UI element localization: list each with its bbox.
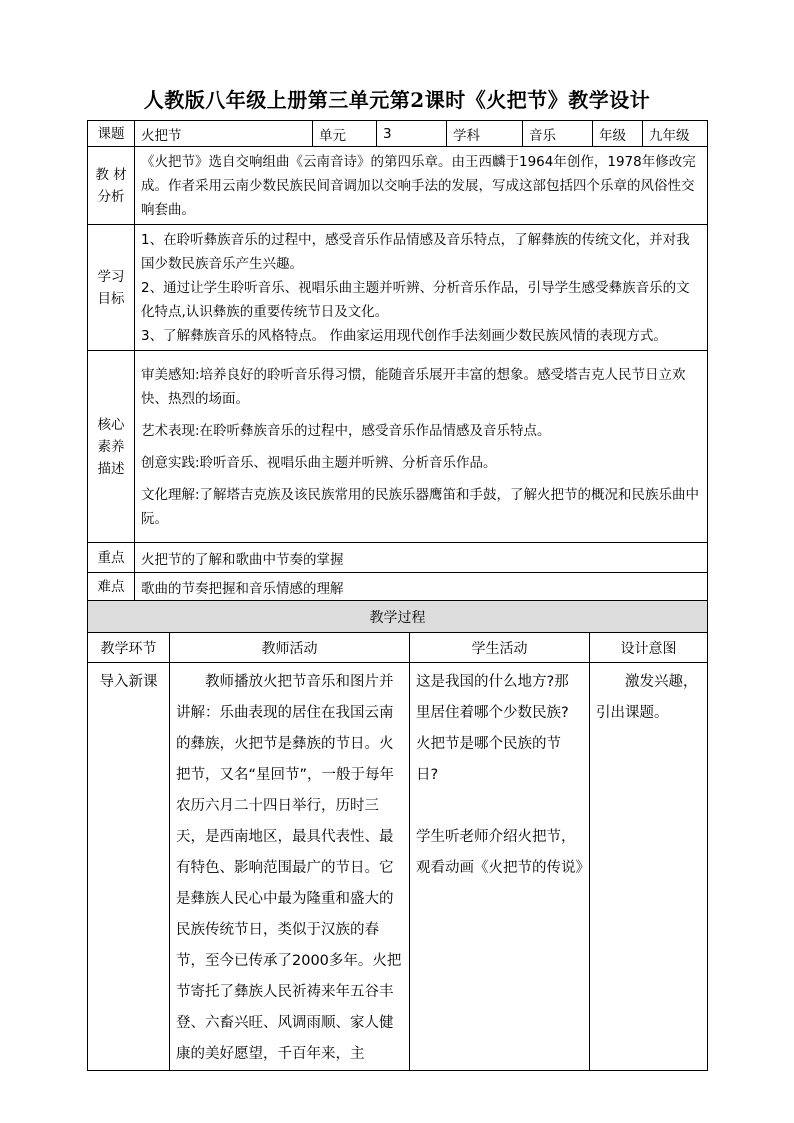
subject-label: 学科 xyxy=(447,121,523,147)
grade-value: 九年级 xyxy=(643,121,708,147)
design-intent-cell: 激发兴趣，引出课题。 xyxy=(590,663,708,1071)
student-activity-question: 这是我国的什么地方?那里居住着哪个少数民族?火把节是哪个民族的节日? xyxy=(416,674,569,783)
process-header-row xyxy=(88,633,708,663)
difficulty-row xyxy=(88,573,708,601)
document-title: 人教版八年级上册第三单元第2课时《火把节》教学设计 xyxy=(143,88,651,112)
difficulty-text: 歌曲的节奏把握和音乐情感的理解 xyxy=(135,573,708,601)
literacy-label: 核心 素养 描述 xyxy=(88,351,135,543)
course-info-table xyxy=(87,120,708,601)
key-point-text: 火把节的了解和歌曲中节奏的掌握 xyxy=(135,543,708,573)
teacher-activity-cell: 教师播放火把节音乐和图片并讲解：乐曲表现的居住在我国云南的彝族，火把节是彝族的节日。火把节，又名“星回节”，一般于每年农历六月二十四日举行，历时三天，是西南地区，最具代表性、最有特色、影响范围最广的节日。它是彝族人民心中最为隆重和盛大的民族传统节日，类似于汉族的春节，至今已传承了2000多年。火把节寄托了彝族人民祈祷来年五谷丰登、六畜兴旺、风调雨顺、家人健康的美好愿望，千百年来，主 xyxy=(170,663,410,1071)
header-stage: 教学环节 xyxy=(88,633,170,663)
goal-item: 3、了解彝族音乐的风格特点。 作曲家运用现代创作手法刻画少数民族风情的表现方式。 xyxy=(141,327,667,344)
info-row xyxy=(88,121,708,147)
analysis-row xyxy=(88,147,708,225)
literacy-item: 创意实践:聆听音乐、视唱乐曲主题并听辨、分析音乐作品。 xyxy=(141,454,497,471)
stage-cell: 导入新课 xyxy=(88,663,170,1071)
process-banner: 教学过程 xyxy=(88,601,708,633)
process-row-intro xyxy=(88,663,708,1071)
process-banner-row xyxy=(88,601,708,633)
header-student: 学生活动 xyxy=(410,633,590,663)
literacy-text xyxy=(135,351,708,543)
literacy-item: 文化理解:了解塔吉克族及该民族常用的民族乐器鹰笛和手鼓，了解火把节的概况和民族乐曲中阮。 xyxy=(141,486,700,527)
goals-label: 学习 目标 xyxy=(88,225,135,351)
course-label: 课题 xyxy=(88,121,135,147)
analysis-label: 教 材 分析 xyxy=(88,147,135,225)
goals-text xyxy=(135,225,708,351)
key-point-label: 重点 xyxy=(88,543,135,573)
student-activity-cell xyxy=(410,663,590,1071)
grade-label: 年级 xyxy=(593,121,643,147)
analysis-text: 《火把节》选自交响组曲《云南音诗》的第四乐章。由王西麟于1964年创作，1978年修改完成。作者采用云南少数民族民间音调加以交响手法的发展，写成这部包括四个乐章的风俗性交响套曲。 xyxy=(135,147,708,225)
key-point-row xyxy=(88,543,708,573)
header-teacher: 教师活动 xyxy=(170,633,410,663)
literacy-item: 审美感知:培养良好的聆听音乐得习惯，能随音乐展开丰富的想象。感受塔吉克人民节日立欢快、热烈的场面。 xyxy=(141,366,686,407)
header-intent: 设计意图 xyxy=(590,633,708,663)
teaching-process-table xyxy=(87,600,708,1071)
unit-value: 3 xyxy=(377,121,447,147)
course-value: 火把节 xyxy=(135,121,313,147)
goal-item: 2、通过让学生聆听音乐、视唱乐曲主题并听辨、分析音乐作品，引导学生感受彝族音乐的文化特点,认识彝族的重要传统节日及文化。 xyxy=(141,279,690,320)
literacy-item: 艺术表现:在聆听彝族音乐的过程中，感受音乐作品情感及音乐特点。 xyxy=(141,422,551,439)
subject-value: 音乐 xyxy=(523,121,593,147)
unit-label: 单元 xyxy=(313,121,377,147)
difficulty-label: 难点 xyxy=(88,573,135,601)
literacy-row xyxy=(88,351,708,543)
goal-item: 1、在聆听彝族音乐的过程中，感受音乐作品情感及音乐特点，了解彝族的传统文化，并对我国少数民族音乐产生兴趣。 xyxy=(141,231,690,272)
goals-row xyxy=(88,225,708,351)
student-activity-watch: 学生听老师介绍火把节，观看动画《火把节的传说》 xyxy=(416,829,590,876)
